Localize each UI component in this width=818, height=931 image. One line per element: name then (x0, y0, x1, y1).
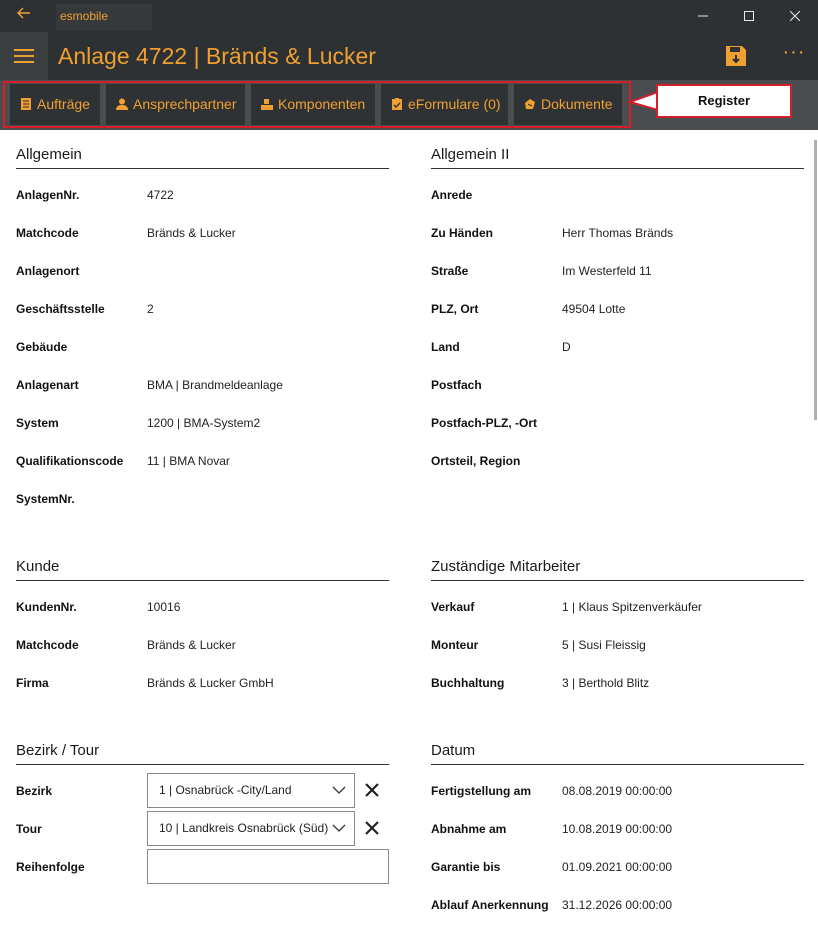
field-label: Fertigstellung am (431, 784, 532, 798)
field-label: Postfach (431, 378, 482, 392)
section-title-datum: Datum (431, 742, 476, 759)
field-label: Buchhaltung (431, 676, 505, 690)
tab-auftraege[interactable] (10, 84, 100, 125)
field-value: Bränds & Lucker GmbH (147, 676, 274, 690)
chevron-down-icon (332, 812, 346, 845)
section-divider (16, 764, 389, 765)
field-label: Garantie bis (431, 860, 501, 874)
clear-bezirk-icon[interactable] (363, 781, 381, 799)
field-value: 11 | BMA Novar (147, 454, 230, 468)
section-divider (16, 580, 389, 581)
tab-label: Ansprechpartner (133, 96, 237, 112)
hamburger-icon-bar (14, 55, 34, 57)
tab-komponenten[interactable] (251, 84, 375, 125)
field-label: Monteur (431, 638, 479, 652)
field-value: 31.12.2026 00:00:00 (562, 898, 673, 912)
scrollbar[interactable] (814, 140, 817, 420)
field-label: Land (431, 340, 460, 354)
field-label: Matchcode (16, 638, 79, 652)
minimize-icon (698, 11, 708, 21)
close-window-button[interactable] (772, 0, 818, 32)
app-title: esmobile (60, 9, 109, 23)
components-icon (261, 98, 273, 110)
field-value: 1 | Klaus Spitzenverkäufer (562, 600, 702, 614)
field-label: Verkauf (431, 600, 475, 614)
field-label: Geschäftsstelle (16, 302, 105, 316)
tab-label: Dokumente (541, 96, 613, 112)
field-value: 01.09.2021 00:00:00 (562, 860, 673, 874)
section-title-mitarbeiter: Zuständige Mitarbeiter (431, 558, 581, 575)
clear-tour-icon[interactable] (363, 819, 381, 837)
field-label: Firma (16, 676, 49, 690)
field-value: Bränds & Lucker (147, 226, 236, 240)
section-divider (16, 168, 389, 169)
field-value: 08.08.2019 00:00:00 (562, 784, 673, 798)
section-divider (431, 764, 804, 765)
hamburger-icon (14, 49, 34, 51)
field-label: System (16, 416, 59, 430)
field-value: 10.08.2019 00:00:00 (562, 822, 673, 836)
field-label: Straße (431, 264, 469, 278)
tab-label: eFormulare (0) (408, 96, 501, 112)
field-label: AnlagenNr. (16, 188, 80, 202)
documents-icon (524, 98, 536, 110)
tab-ansprechpartner[interactable] (106, 84, 245, 125)
reihenfolge-input[interactable] (147, 849, 389, 884)
field-label: Postfach-PLZ, -Ort (431, 416, 538, 430)
section-title-kunde: Kunde (16, 558, 60, 575)
tour-dropdown[interactable] (147, 811, 355, 846)
field-value: Herr Thomas Bränds (562, 226, 674, 240)
field-label: Anlagenart (16, 378, 79, 392)
field-label: Zu Händen (431, 226, 493, 240)
reihenfolge-label: Reihenfolge (16, 860, 85, 874)
more-options-icon[interactable]: ··· (782, 41, 806, 63)
section-title-allgemein-ii: Allgemein II (431, 146, 510, 163)
title-bar (0, 0, 818, 32)
field-value: 10016 (147, 600, 181, 614)
field-value: 49504 Lotte (562, 302, 626, 316)
field-value: BMA | Brandmeldeanlage (147, 378, 283, 392)
field-value: 5 | Susi Fleissig (562, 638, 646, 652)
register-callout: Register (656, 84, 792, 118)
field-value: 2 (147, 302, 154, 316)
hamburger-icon-bar (14, 61, 34, 63)
field-label: KundenNr. (16, 600, 77, 614)
section-title-allgemein: Allgemein (16, 146, 82, 163)
field-value: 4722 (147, 188, 174, 202)
field-value: 1200 | BMA-System2 (147, 416, 261, 430)
bezirk-dropdown[interactable] (147, 773, 355, 808)
maximize-button[interactable] (726, 0, 772, 32)
field-label: PLZ, Ort (431, 302, 479, 316)
field-value: 3 | Berthold Blitz (562, 676, 650, 690)
orders-icon (20, 98, 32, 110)
field-label: Ablauf Anerkennung (431, 898, 549, 912)
tab-label: Komponenten (278, 96, 366, 112)
bezirk-selected-value: 1 | Osnabrück -City/Land (159, 783, 292, 797)
tour-label: Tour (16, 822, 42, 836)
chevron-down-icon (332, 774, 346, 807)
close-icon (790, 11, 800, 21)
tab-dokumente[interactable] (514, 84, 622, 125)
field-label: Abnahme am (431, 822, 507, 836)
section-title-bezirk-tour: Bezirk / Tour (16, 742, 100, 759)
field-value: Im Westerfeld 11 (562, 264, 652, 278)
field-value: D (562, 340, 571, 354)
clipboard-icon (391, 98, 403, 110)
field-label: Anrede (431, 188, 473, 202)
page-title: Anlage 4722 | Bränds & Lucker (58, 43, 376, 69)
field-label: Gebäude (16, 340, 68, 354)
tour-selected-value: 10 | Landkreis Osnabrück (Süd) (159, 821, 329, 835)
back-arrow-icon[interactable] (14, 6, 34, 26)
field-label: Qualifikationscode (16, 454, 124, 468)
field-label: Anlagenort (16, 264, 80, 278)
minimize-button[interactable] (680, 0, 726, 32)
save-icon[interactable] (724, 44, 748, 68)
callout-arrow (626, 84, 658, 118)
section-divider (431, 580, 804, 581)
maximize-icon (744, 11, 754, 21)
bezirk-label: Bezirk (16, 784, 53, 798)
field-label: Ortsteil, Region (431, 454, 521, 468)
field-value: Bränds & Lucker (147, 638, 236, 652)
field-label: SystemNr. (16, 492, 75, 506)
tab-label: Aufträge (37, 96, 90, 112)
contact-icon (116, 98, 128, 110)
tab-eformulare[interactable] (381, 84, 508, 125)
hamburger-menu-button[interactable] (0, 32, 48, 80)
page-header (0, 32, 818, 80)
field-label: Matchcode (16, 226, 79, 240)
section-divider (431, 168, 804, 169)
